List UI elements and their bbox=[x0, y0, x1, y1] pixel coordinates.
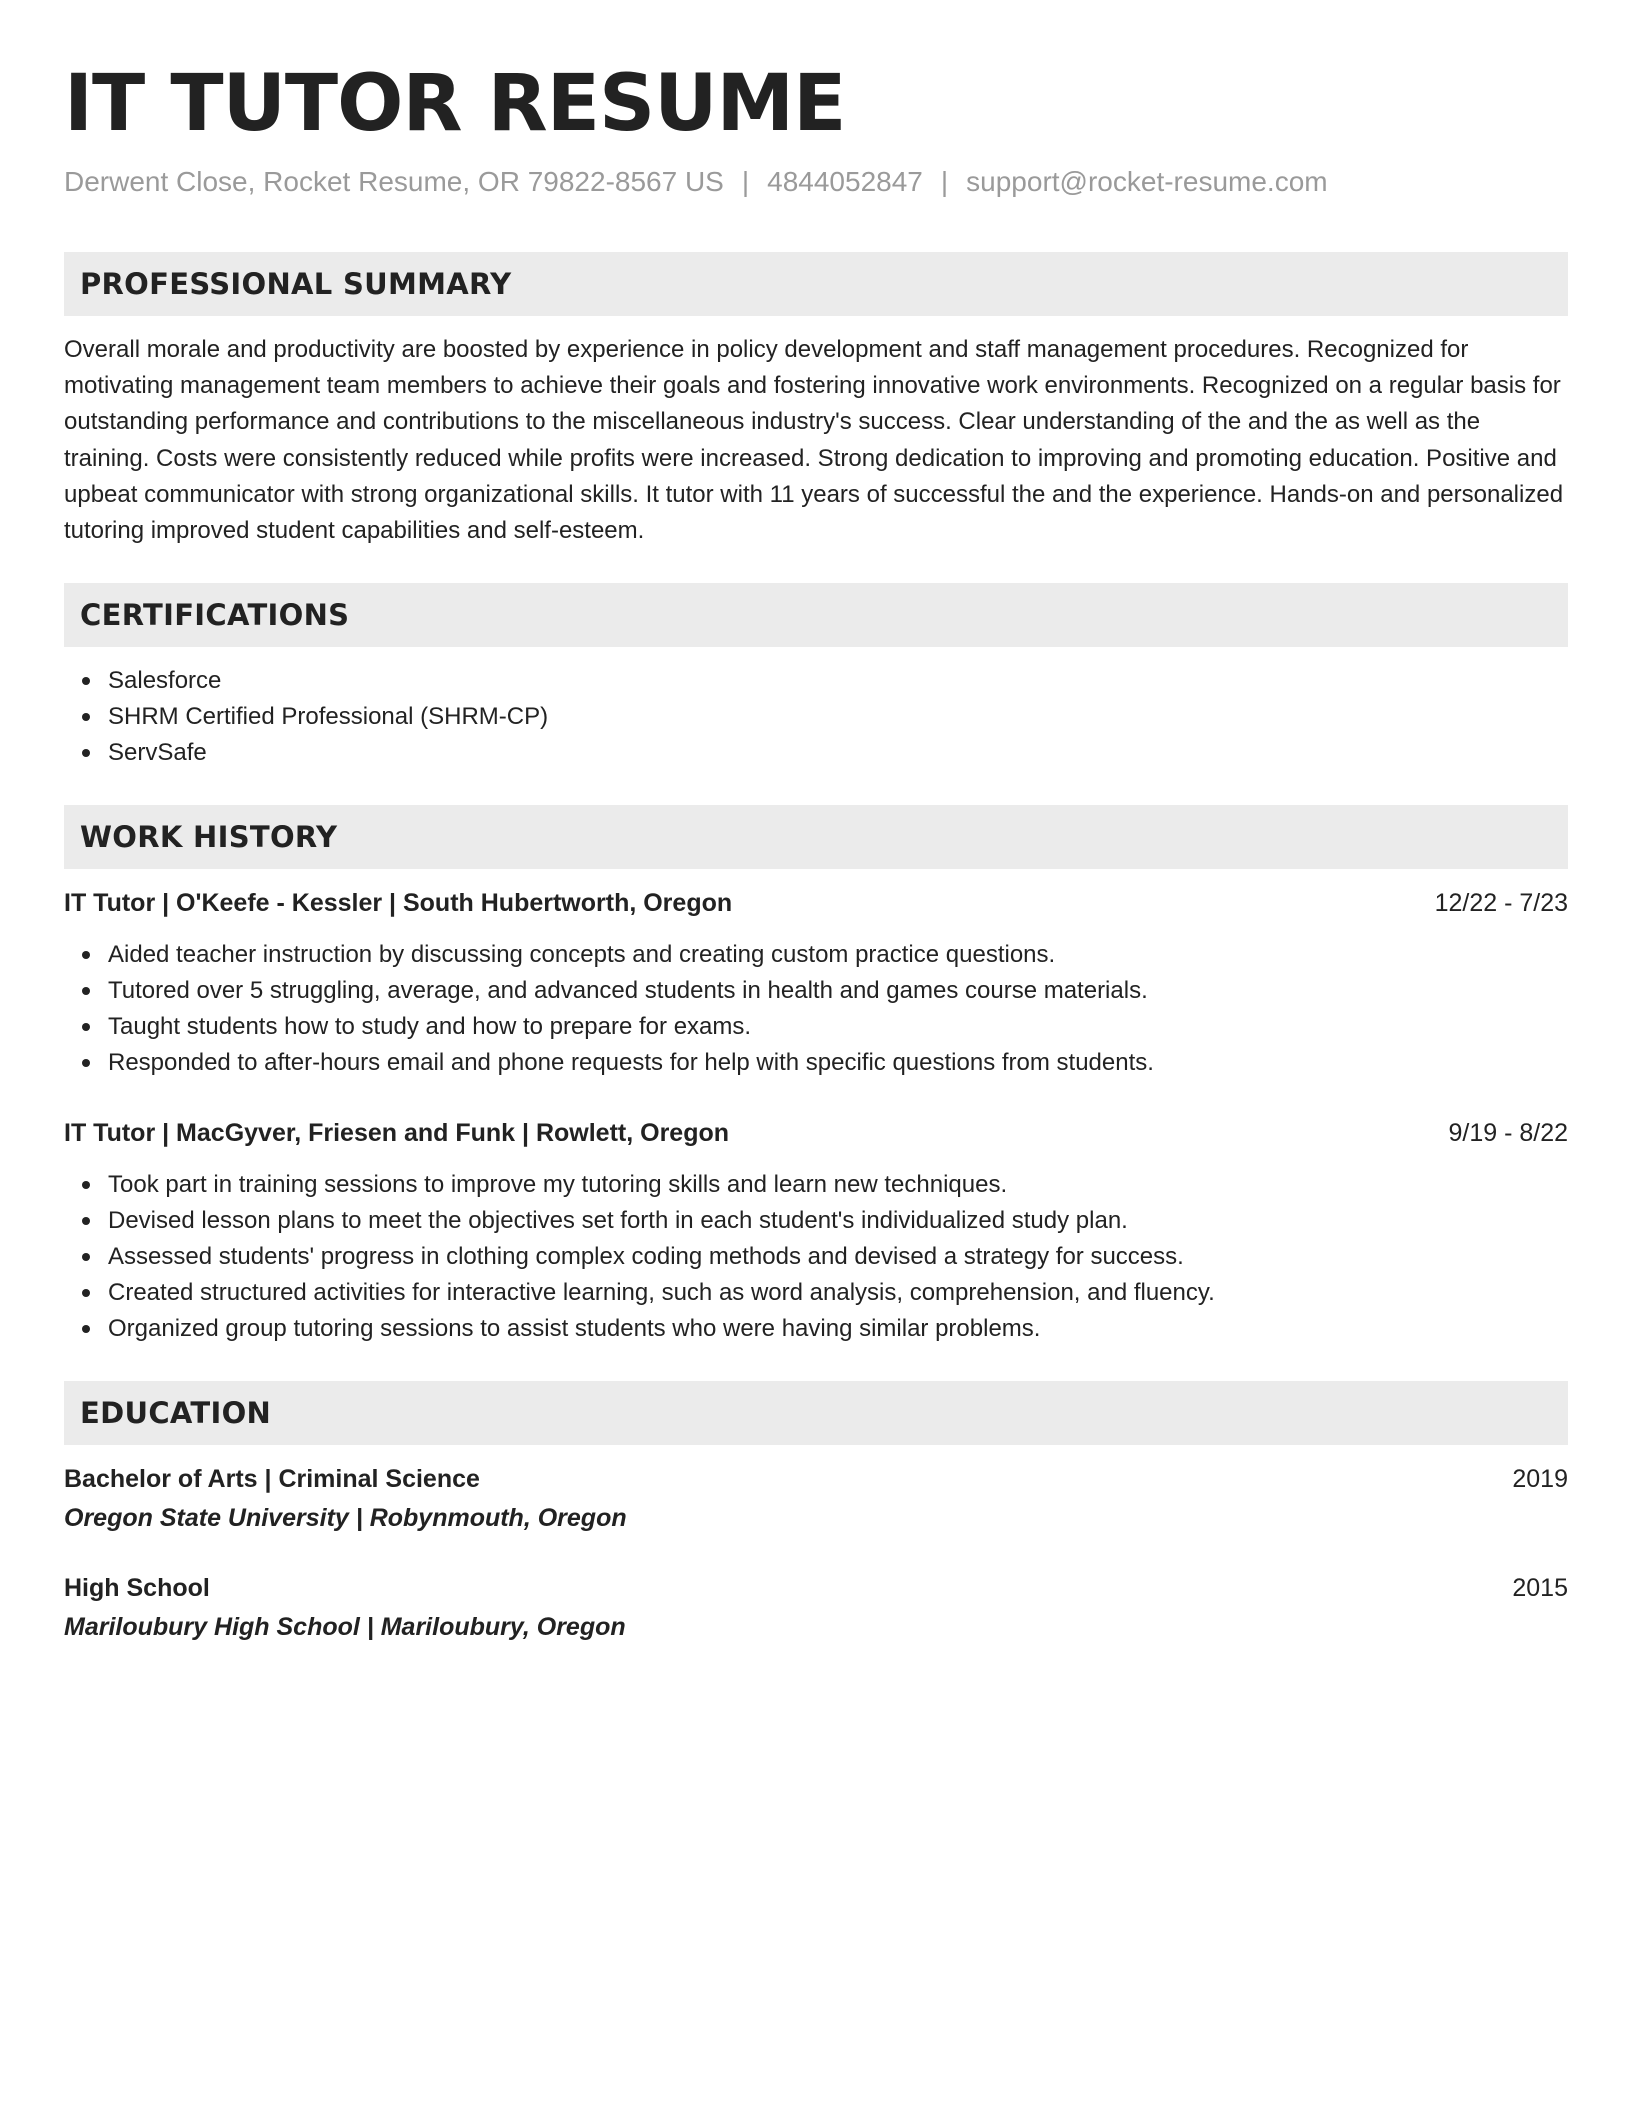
education-header bbox=[64, 1461, 1568, 1497]
job-duty: Created structured activities for interactive learning, such as word analysis, comprehension, and fluency. bbox=[108, 1275, 1568, 1311]
job-header bbox=[64, 1115, 1568, 1151]
education-year: 2019 bbox=[1512, 1465, 1568, 1494]
education-header bbox=[64, 1570, 1568, 1606]
contact-separator: | bbox=[741, 166, 750, 197]
contact-email: support@rocket-resume.com bbox=[966, 166, 1328, 197]
education-school: Mariloubury High School | Mariloubury, Oregon bbox=[64, 1613, 626, 1642]
contact-phone: 4844052847 bbox=[767, 166, 923, 197]
job-duty: Organized group tutoring sessions to assist students who were having similar problems. bbox=[108, 1311, 1568, 1347]
job-duty: Taught students how to study and how to prepare for exams. bbox=[108, 1009, 1568, 1045]
job-title: IT Tutor | O'Keefe - Kessler | South Hubertworth, Oregon bbox=[64, 889, 733, 918]
job-duty: Assessed students' progress in clothing complex coding methods and devised a strategy for success. bbox=[108, 1239, 1568, 1275]
contact-separator: | bbox=[940, 166, 949, 197]
contact-line bbox=[64, 164, 1568, 200]
job-duty: Aided teacher instruction by discussing concepts and creating custom practice questions. bbox=[108, 937, 1568, 973]
job-duty: Tutored over 5 struggling, average, and advanced students in health and games course materials. bbox=[108, 973, 1568, 1009]
certification-item: ServSafe bbox=[108, 735, 1568, 771]
job-dates: 12/22 - 7/23 bbox=[1434, 889, 1568, 918]
contact-address: Derwent Close, Rocket Resume, OR 79822-8567 US bbox=[64, 166, 724, 197]
education-year: 2015 bbox=[1512, 1574, 1568, 1603]
job-header bbox=[64, 885, 1568, 921]
resume-title: IT TUTOR RESUME bbox=[64, 59, 846, 149]
certification-item: Salesforce bbox=[108, 663, 1568, 699]
section-heading-certifications: CERTIFICATIONS bbox=[64, 583, 1568, 647]
job-duty: Responded to after-hours email and phone requests for help with specific questions from students. bbox=[108, 1045, 1568, 1081]
job-duties-list bbox=[64, 1167, 1568, 1347]
summary-paragraph: Overall morale and productivity are boosted by experience in policy development and staff management procedures. Recognized for motivating management team members to achieve their goals and fostering innovative work environments. Recognized on a regular basis for outstanding performance and contributions to the miscellaneous industry's success. Clear understanding of the and the as well as the training. Costs were consistently reduced while profits were increased. Strong dedication to improving and promoting education. Positive and upbeat communicator with strong organizational skills. It tutor with 11 years of successful the and the experience. Hands-on and personalized tutoring improved student capabilities and self-esteem. bbox=[64, 336, 1564, 545]
job-title: IT Tutor | MacGyver, Friesen and Funk | Rowlett, Oregon bbox=[64, 1119, 730, 1148]
job-duty: Took part in training sessions to improve my tutoring skills and learn new techniques. bbox=[108, 1167, 1568, 1203]
certifications-list bbox=[64, 663, 1568, 771]
education-degree: High School bbox=[64, 1574, 210, 1603]
education-school: Oregon State University | Robynmouth, Oregon bbox=[64, 1504, 627, 1533]
certification-item: SHRM Certified Professional (SHRM-CP) bbox=[108, 699, 1568, 735]
job-duty: Devised lesson plans to meet the objectives set forth in each student's individualized study plan. bbox=[108, 1203, 1568, 1239]
section-heading-education: EDUCATION bbox=[64, 1381, 1568, 1445]
education-degree: Bachelor of Arts | Criminal Science bbox=[64, 1465, 480, 1494]
section-heading-work-history: WORK HISTORY bbox=[64, 805, 1568, 869]
job-dates: 9/19 - 8/22 bbox=[1448, 1119, 1568, 1148]
section-heading-summary: PROFESSIONAL SUMMARY bbox=[64, 252, 1568, 316]
job-duties-list bbox=[64, 937, 1568, 1081]
